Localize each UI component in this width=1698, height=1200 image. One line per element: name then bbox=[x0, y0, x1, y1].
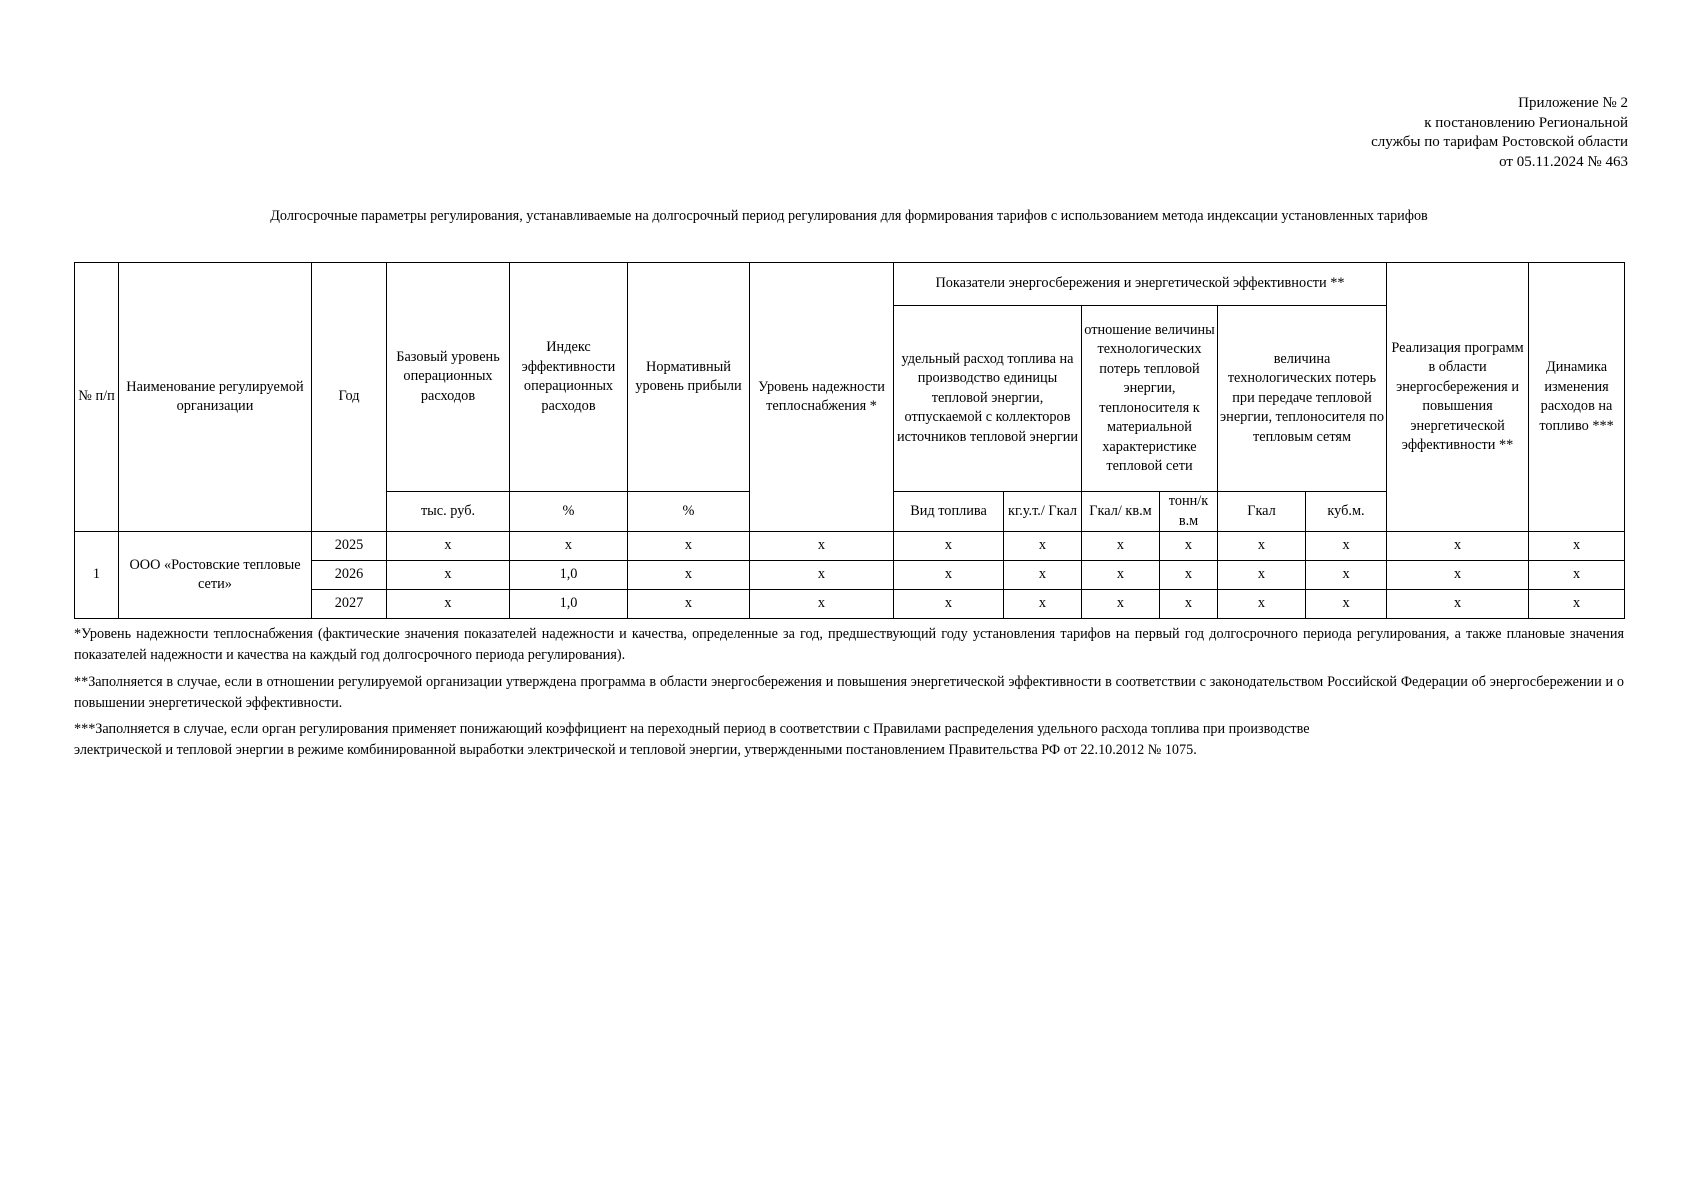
row-year: 2025 bbox=[312, 532, 387, 561]
cell-programs: х bbox=[1387, 561, 1529, 590]
footnote-fuel-line-2: электрической и тепловой энергии в режиме комбинированной выработки электрической и тепловой энергии, утвержденными постановлением Правительства РФ от 22.10.2012 № 1075. bbox=[74, 742, 1197, 758]
parameters-table bbox=[74, 262, 1625, 619]
header-num: № п/п bbox=[75, 263, 119, 532]
cell-fuel-dynamics: х bbox=[1529, 561, 1625, 590]
cell-loss-carrier: х bbox=[1306, 590, 1387, 619]
cell-profit: х bbox=[628, 532, 750, 561]
cell-reliability: х bbox=[750, 532, 894, 561]
footnote-fuel-line-1: ***Заполняется в случае, если орган регулирования применяет понижающий коэффициент на переходный период в соответствии с Правилами распределения удельного расхода топлива при производстве bbox=[74, 721, 1310, 737]
cell-base-costs: х bbox=[387, 590, 510, 619]
header-programs: Реализация программ в области энергосбережения и повышения энергетической эффективности ** bbox=[1387, 263, 1529, 532]
header-profit: Нормативный уровень прибыли bbox=[628, 263, 750, 492]
org-name: ООО «Ростовские тепловые сети» bbox=[119, 532, 312, 619]
footnote-reliability: *Уровень надежности теплоснабжения (фактические значения показателей надежности и качества, определенные за год, предшествующий году установления тарифов на первый год долгосрочного периода регулирования, а также плановые значения показателей надежности и качества на каждый год долгосрочного периода регулирования). bbox=[74, 626, 1624, 663]
cell-loss-heat: х bbox=[1218, 561, 1306, 590]
table-row bbox=[75, 532, 1625, 561]
cell-loss-heat: х bbox=[1218, 590, 1306, 619]
cell-loss-ratio-heat: х bbox=[1082, 561, 1160, 590]
cell-fuel-rate: х bbox=[1004, 532, 1082, 561]
annex-authority: службы по тарифам Ростовской области bbox=[1371, 134, 1628, 150]
cell-fuel-type: х bbox=[894, 561, 1004, 590]
cell-programs: х bbox=[1387, 532, 1529, 561]
footnote-energy-saving: **Заполняется в случае, если в отношении регулируемой организации утверждена программа в области энергосбережения и повышения энергетической эффективности в соответствии с законодательством Российской Федерации об энергосбережении и о повышении энергетической эффективности. bbox=[74, 674, 1624, 711]
unit-loss-carrier: куб.м. bbox=[1306, 492, 1387, 532]
cell-profit: х bbox=[628, 561, 750, 590]
cell-loss-heat: х bbox=[1218, 532, 1306, 561]
annex-number: Приложение № 2 bbox=[1518, 95, 1628, 111]
cell-fuel-rate: х bbox=[1004, 561, 1082, 590]
cell-reliability: х bbox=[750, 590, 894, 619]
row-year: 2027 bbox=[312, 590, 387, 619]
header-fuel-dynamics: Динамика изменения расходов на топливо *** bbox=[1529, 263, 1625, 532]
cell-efficiency-index: х bbox=[510, 532, 628, 561]
cell-fuel-dynamics: х bbox=[1529, 590, 1625, 619]
annex-date: от 05.11.2024 № 463 bbox=[1499, 153, 1628, 170]
cell-profit: х bbox=[628, 590, 750, 619]
header-organization: Наименование регулируемой организации bbox=[119, 263, 312, 532]
row-year: 2026 bbox=[312, 561, 387, 590]
header-year: Год bbox=[312, 263, 387, 532]
cell-base-costs: х bbox=[387, 532, 510, 561]
unit-profit: % bbox=[628, 492, 750, 532]
cell-fuel-type: х bbox=[894, 590, 1004, 619]
header-loss-ratio: отношение величины технологических потерь тепловой энергии, теплоносителя к материальной характеристике тепловой сети bbox=[1082, 306, 1218, 492]
cell-programs: х bbox=[1387, 590, 1529, 619]
header-energy-group: Показатели энергосбережения и энергетической эффективности ** bbox=[894, 263, 1387, 306]
cell-fuel-type: х bbox=[894, 532, 1004, 561]
cell-loss-ratio-carrier: х bbox=[1160, 590, 1218, 619]
cell-efficiency-index: 1,0 bbox=[510, 561, 628, 590]
cell-fuel-rate: х bbox=[1004, 590, 1082, 619]
document-title: Долгосрочные параметры регулирования, устанавливаемые на долгосрочный период регулирования для формирования тарифов с использованием метода индексации установленных тарифов bbox=[270, 208, 1428, 224]
unit-fuel-type: Вид топлива bbox=[894, 492, 1004, 532]
header-loss-value: величина технологических потерь при передаче тепловой энергии, теплоносителя по тепловым сетям bbox=[1218, 306, 1387, 492]
unit-base-costs: тыс. руб. bbox=[387, 492, 510, 532]
footnote-fuel bbox=[74, 719, 1624, 761]
cell-fuel-dynamics: х bbox=[1529, 532, 1625, 561]
unit-loss-heat: Гкал bbox=[1218, 492, 1306, 532]
unit-fuel-rate: кг.у.т./ Гкал bbox=[1004, 492, 1082, 532]
cell-loss-ratio-carrier: х bbox=[1160, 532, 1218, 561]
cell-loss-carrier: х bbox=[1306, 561, 1387, 590]
annex-resolution: к постановлению Региональной bbox=[1424, 114, 1628, 131]
header-reliability: Уровень надежности теплоснабжения * bbox=[750, 263, 894, 532]
header-efficiency-index: Индекс эффективности операционных расходов bbox=[510, 263, 628, 492]
cell-loss-ratio-heat: х bbox=[1082, 532, 1160, 561]
header-row-1 bbox=[75, 263, 1625, 306]
header-base-costs: Базовый уровень операционных расходов bbox=[387, 263, 510, 492]
header-fuel-rate: удельный расход топлива на производство единицы тепловой энергии, отпускаемой с коллекторов источников тепловой энергии bbox=[894, 306, 1082, 492]
unit-loss-ratio-heat: Гкал/ кв.м bbox=[1082, 492, 1160, 532]
annex-header bbox=[1371, 94, 1628, 172]
cell-efficiency-index: 1,0 bbox=[510, 590, 628, 619]
cell-loss-carrier: х bbox=[1306, 532, 1387, 561]
cell-base-costs: х bbox=[387, 561, 510, 590]
cell-loss-ratio-heat: х bbox=[1082, 590, 1160, 619]
unit-efficiency-index: % bbox=[510, 492, 628, 532]
unit-loss-ratio-carrier: тонн/к в.м bbox=[1160, 492, 1218, 532]
cell-loss-ratio-carrier: х bbox=[1160, 561, 1218, 590]
cell-reliability: х bbox=[750, 561, 894, 590]
org-number: 1 bbox=[75, 532, 119, 619]
